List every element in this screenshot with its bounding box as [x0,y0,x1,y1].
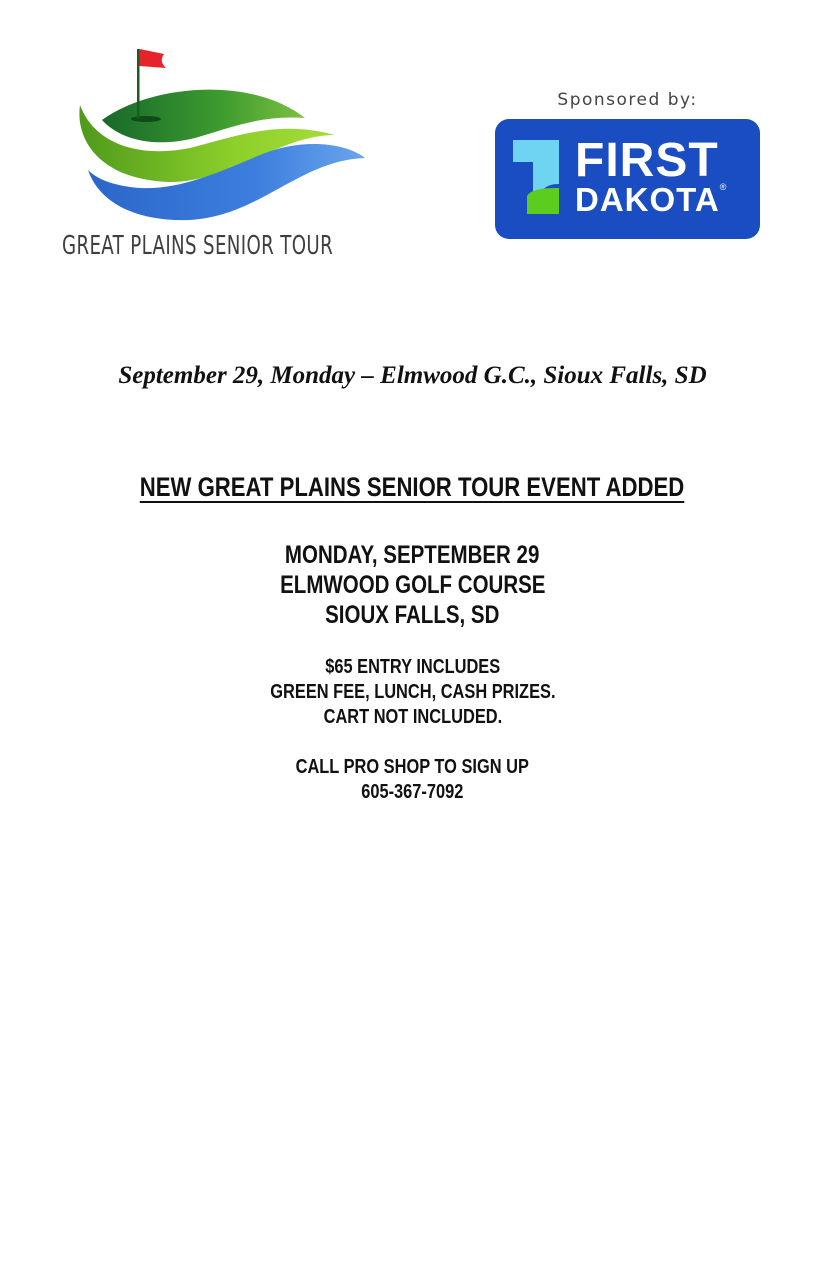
event-details [0,540,825,630]
sponsor-brand-first: FIRST [575,134,719,187]
event-course: ELMWOOD GOLF COURSE [279,571,546,599]
tour-name: GREAT PLAINS SENIOR TOUR [62,231,334,261]
event-line: September 29, Monday – Elmwood G.C., Sioux Falls, SD [118,362,707,389]
sponsor-caption: Sponsored by: [557,90,698,110]
signup-instruction: CALL PRO SHOP TO SIGN UP [295,756,530,778]
event-location: SIOUX FALLS, SD [325,601,500,629]
tour-logo-icon [60,40,380,230]
entry-fee: $65 ENTRY INCLUDES [325,656,500,678]
entry-includes: GREEN FEE, LUNCH, CASH PRIZES. [269,681,556,703]
pro-shop-phone: 605-367-7092 [361,781,464,803]
entry-excludes: CART NOT INCLUDED. [323,706,502,728]
announcement-headline: NEW GREAT PLAINS SENIOR TOUR EVENT ADDED [140,472,685,502]
signup-details [0,755,825,805]
sponsor-brand-dakota [575,183,727,216]
entry-details [0,655,825,730]
sponsor-logo [495,119,760,239]
event-date: MONDAY, SEPTEMBER 29 [285,541,540,569]
first-dakota-mark-icon [513,140,559,214]
sponsor-brand-dakota-text: DAKOTA [575,181,720,218]
announcement [0,470,825,805]
registered-mark: ® [719,182,728,192]
